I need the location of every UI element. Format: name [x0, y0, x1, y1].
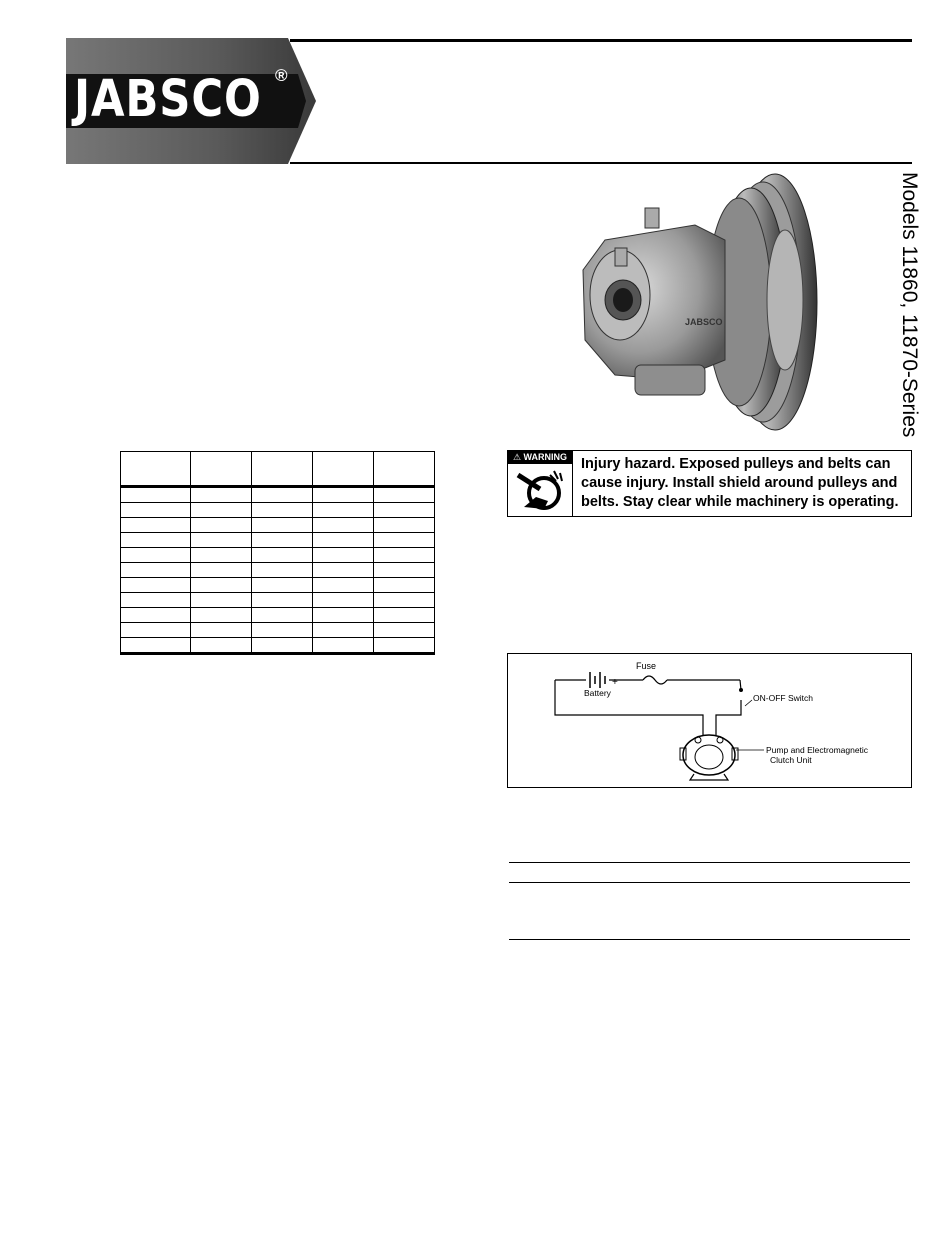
pump-clutch-photo [575, 170, 830, 435]
registered-mark: ® [275, 66, 288, 85]
table-row [121, 503, 435, 518]
battery-plus: + [612, 677, 618, 688]
housing-mark: JABSCO [685, 317, 723, 327]
header-rule-top [290, 39, 912, 42]
battery-label: Battery [584, 688, 611, 698]
warning-symbol-panel [508, 451, 573, 516]
hand-pulley-hazard-icon [514, 467, 566, 513]
logo-brand-text: JABSCO [74, 70, 262, 129]
battery-minus: – [579, 674, 586, 686]
table-row [121, 563, 435, 578]
switch-label: ON-OFF Switch [753, 693, 813, 703]
unit-label-line2: Clutch Unit [770, 755, 812, 765]
fuse-label: Fuse [636, 661, 657, 671]
table-row [121, 638, 435, 654]
table-row [121, 578, 435, 593]
table-row [121, 487, 435, 503]
spec-table [120, 451, 435, 655]
table-row [121, 518, 435, 533]
section-rule-1 [509, 862, 910, 863]
models-label: Models 11860, 11870-Series [898, 172, 921, 438]
wiring-diagram [507, 653, 912, 788]
warning-tag: ⚠ WARNING [508, 451, 572, 464]
table-row [121, 593, 435, 608]
table-row [121, 608, 435, 623]
header-rule-bottom [290, 162, 912, 164]
table-header-row [121, 452, 435, 487]
table-row [121, 623, 435, 638]
table-row [121, 533, 435, 548]
unit-label-line1: Pump and Electromagnetic [766, 745, 869, 755]
warning-text: Injury hazard. Exposed pulleys and belts can cause injury. Install shield around pulleys and belts. Stay clear while machinery is operating. [581, 456, 899, 510]
table-row [121, 548, 435, 563]
warning-box [507, 450, 912, 517]
section-rule-3 [509, 939, 910, 940]
section-rule-2 [509, 882, 910, 883]
